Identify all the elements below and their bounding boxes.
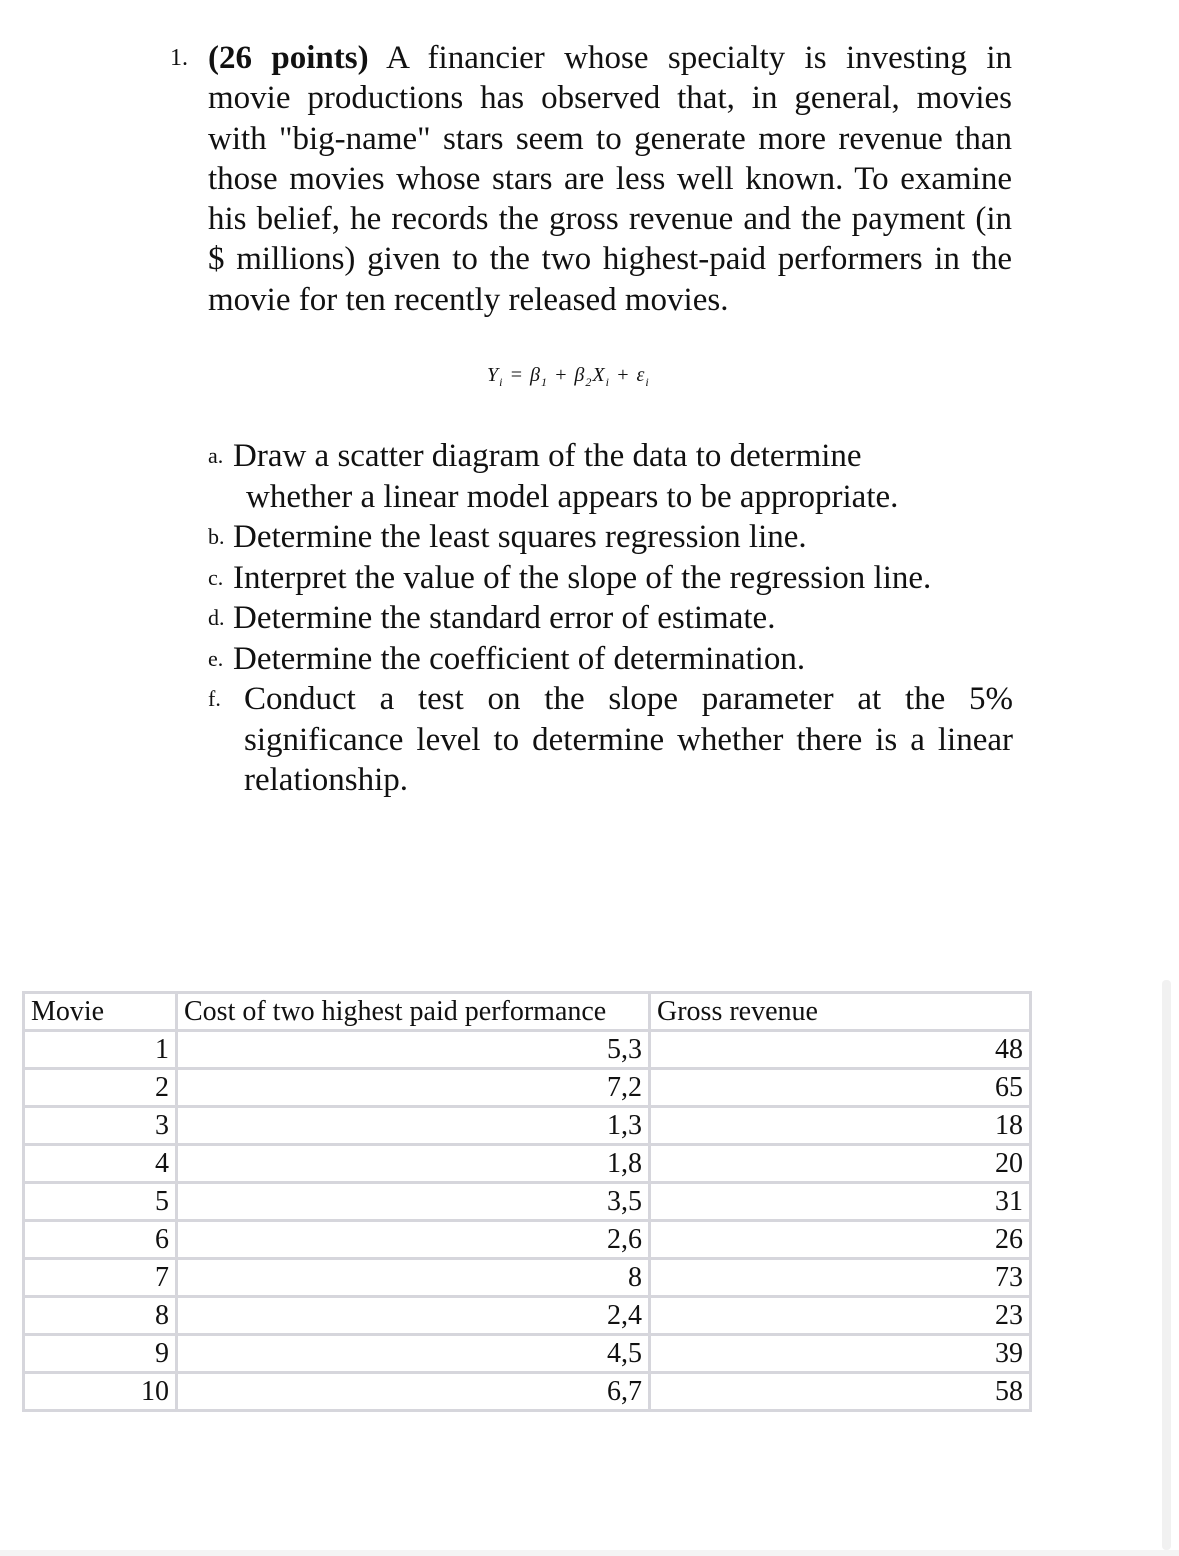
eq-sub-i-x: i	[605, 375, 610, 389]
cell-revenue: 73	[650, 1259, 1031, 1297]
header-revenue: Gross revenue	[650, 993, 1031, 1031]
cell-revenue: 48	[650, 1031, 1031, 1069]
cell-revenue: 23	[650, 1297, 1031, 1335]
table-row	[24, 1069, 1031, 1107]
cell-cost: 1,3	[177, 1107, 650, 1145]
eq-plus-epsilon: + ε	[609, 364, 646, 386]
cell-cost: 5,3	[177, 1031, 650, 1069]
scrollbar-track[interactable]	[1162, 980, 1171, 1550]
question-number: 1.	[170, 45, 188, 71]
part-text	[233, 436, 1013, 517]
question-parts	[208, 436, 1013, 801]
eq-plus-beta: + β	[547, 364, 586, 386]
cell-cost: 4,5	[177, 1335, 650, 1373]
eq-sub-i-eps: i	[645, 375, 650, 389]
part-a	[208, 436, 1013, 517]
cell-cost: 3,5	[177, 1183, 650, 1221]
cell-movie: 3	[24, 1107, 177, 1145]
part-text: Determine the standard error of estimate.	[233, 600, 776, 636]
question-1	[170, 38, 1012, 320]
part-label: d.	[208, 605, 225, 630]
table-row	[24, 1259, 1031, 1297]
cell-movie: 4	[24, 1145, 177, 1183]
eq-equals-beta: = β	[503, 364, 541, 386]
cell-cost: 8	[177, 1259, 650, 1297]
cell-revenue: 26	[650, 1221, 1031, 1259]
part-d	[208, 598, 1013, 639]
cell-revenue: 31	[650, 1183, 1031, 1221]
part-label: f.	[208, 686, 221, 711]
cell-cost: 1,8	[177, 1145, 650, 1183]
cell-movie: 1	[24, 1031, 177, 1069]
table-header-row	[24, 993, 1031, 1031]
eq-x: X	[592, 364, 606, 386]
part-text: Determine the coefficient of determination.	[233, 640, 806, 677]
cell-movie: 9	[24, 1335, 177, 1373]
table-row	[24, 1183, 1031, 1221]
data-table	[22, 991, 1032, 1412]
header-movie: Movie	[24, 993, 177, 1031]
question-text: A financier whose specialty is investing in movie productions has observed that, in general, movies with "big-name" stars seem to generate more revenue than those movies whose stars are less well known. To examine his belief, he records the gross revenue and the payment (in $ millions) given to the two highest-paid performers in the movie for ten recently released movies.	[208, 40, 1012, 318]
part-b	[208, 517, 1013, 558]
part-c	[208, 558, 1013, 599]
part-a-line1: Draw a scatter diagram of the data to determine	[233, 438, 862, 474]
table-row	[24, 1145, 1031, 1183]
eq-sub-2: 2	[585, 375, 593, 389]
part-e	[208, 639, 1013, 680]
eq-y: Y	[487, 364, 500, 386]
cell-cost: 7,2	[177, 1069, 650, 1107]
cell-revenue: 20	[650, 1145, 1031, 1183]
cell-revenue: 65	[650, 1069, 1031, 1107]
cell-revenue: 58	[650, 1373, 1031, 1411]
part-text: Interpret the value of the slope of the regression line.	[233, 559, 932, 596]
part-label: b.	[208, 524, 225, 549]
table-row	[24, 1373, 1031, 1411]
part-label: c.	[208, 564, 224, 590]
eq-sub-1: 1	[540, 375, 548, 389]
cell-revenue: 18	[650, 1107, 1031, 1145]
table-row	[24, 1335, 1031, 1373]
part-label: e.	[208, 645, 224, 671]
cell-movie: 2	[24, 1069, 177, 1107]
bottom-divider	[0, 1550, 1179, 1556]
question-points: (26 points)	[208, 40, 369, 76]
cell-cost: 2,6	[177, 1221, 650, 1259]
regression-equation	[487, 364, 650, 390]
cell-movie: 6	[24, 1221, 177, 1259]
cell-movie: 7	[24, 1259, 177, 1297]
part-f	[208, 679, 1013, 801]
table-row	[24, 1031, 1031, 1069]
table-row	[24, 1297, 1031, 1335]
table-row	[24, 1221, 1031, 1259]
cell-movie: 5	[24, 1183, 177, 1221]
cell-revenue: 39	[650, 1335, 1031, 1373]
cell-movie: 10	[24, 1373, 177, 1411]
part-text: Conduct a test on the slope parameter at the 5% significance level to determine whether there is a linear relationship.	[244, 681, 1013, 798]
header-cost: Cost of two highest paid performance	[177, 993, 650, 1031]
part-text: Determine the least squares regression line.	[233, 519, 807, 555]
question-body	[170, 38, 1012, 320]
eq-sub-i: i	[499, 375, 504, 389]
part-label: a.	[208, 443, 224, 468]
part-a-line2: whether a linear model appears to be appropriate.	[246, 478, 899, 515]
cell-movie: 8	[24, 1297, 177, 1335]
cell-cost: 6,7	[177, 1373, 650, 1411]
table-row	[24, 1107, 1031, 1145]
cell-cost: 2,4	[177, 1297, 650, 1335]
